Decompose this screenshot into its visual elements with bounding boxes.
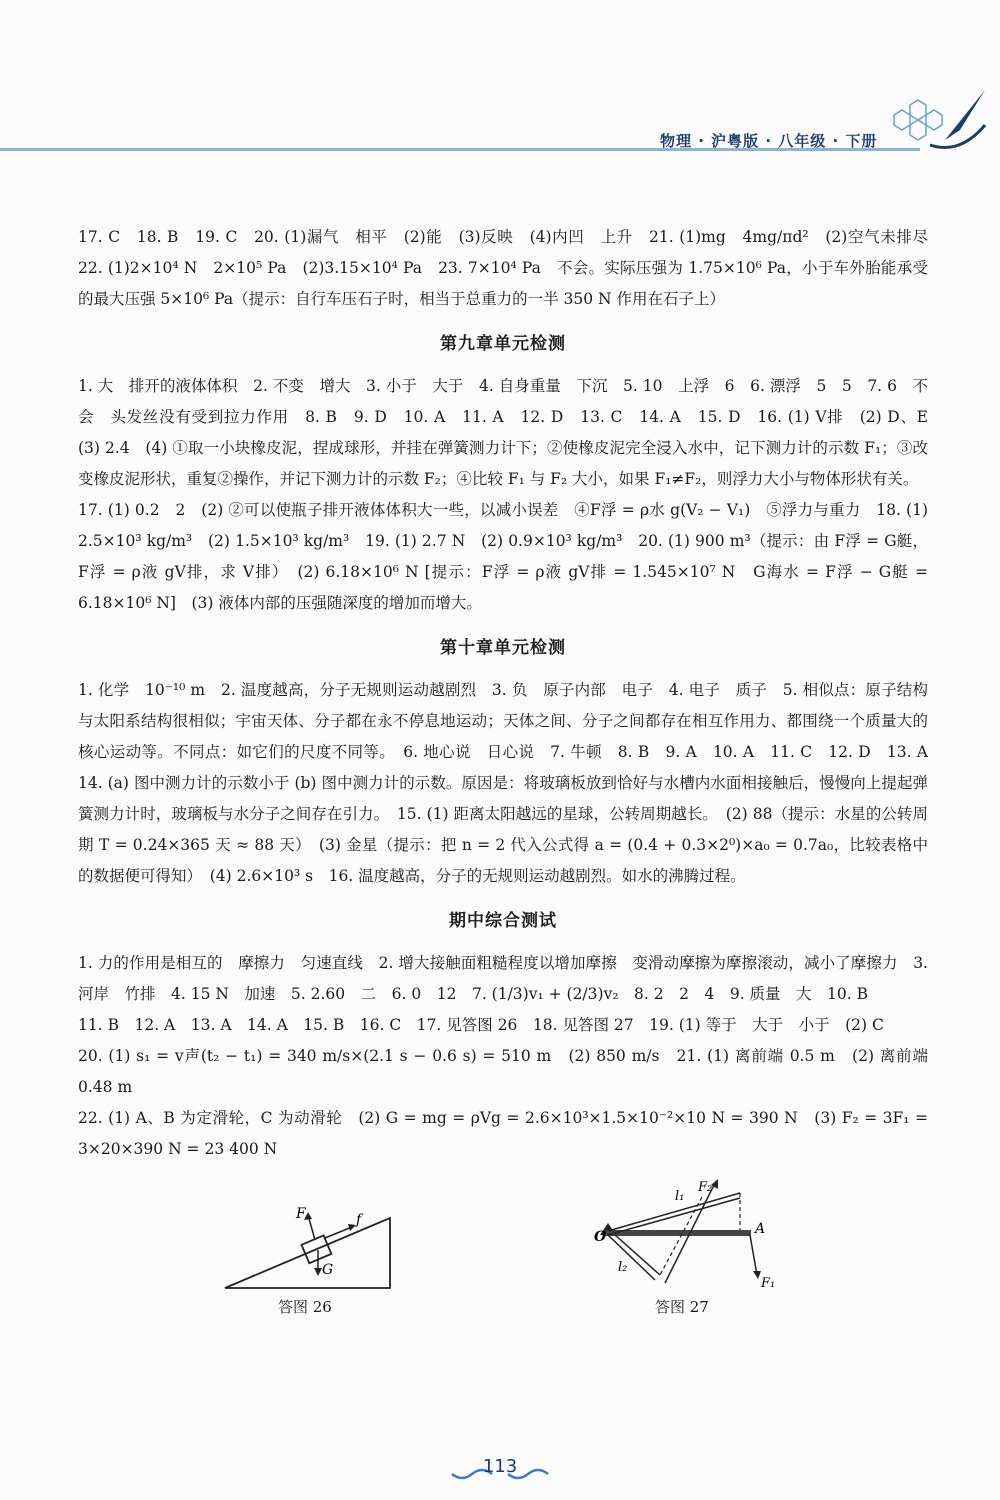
page-number-badge xyxy=(450,1448,550,1488)
section9-title: 第九章单元检测 xyxy=(440,334,566,354)
midterm-paragraph: 20. (1) s₁ = v声(t₂ − t₁) = 340 m/s×(2.1 s − 0.6 s) = 510 m (2) 850 m/s 21. (1) 离前端 0.5 m (2) 离前端 0.48 m xyxy=(78,1047,928,1096)
answer-content xyxy=(78,222,944,1165)
book-title: 物理 · 沪粤版 · 八年级 · 下册 xyxy=(660,132,878,150)
section9-paragraph: 17. (1) 0.2 2 (2) ②可以使瓶子排开液体体积大一些，以减小误差 ④F浮 = ρ水 g(V₂ − V₁) ⑤浮力与重力 18. (1) 2.5×10³ kg/m³ (2) 1.5×10³ kg/m³ 19. (1) 2.7 N (2) 0.9×10³ kg/m³ 20. (1) 900 m³（提示：由 F浮 = G艇，F浮 = ρ液 gV排，求 V排） (2) 6.18×10⁶ N [提示：F浮 = ρ液 gV排 = 1.545×10⁷ N G海水 = F浮 − G艇 = 6.18×10⁶ N] (3) 液体内部的压强随深度的增加而增大。 xyxy=(78,501,928,612)
label-A: A xyxy=(755,1221,766,1237)
answers-top: 17. C 18. B 19. C 20. (1)漏气 相平 (2)能 (3)反映 (4)内凹 上升 21. (1)mg 4mg/πd² (2)空气未排尽 22. (1)2×10⁴ N 2×10⁵ Pa (2)3.15×10⁴ Pa 23. 7×10⁴ Pa 不会。实际压强为 1.75×10⁶ Pa，小于车外胎能承受的最大压强 5×10⁶ Pa（提示：自行车压石子时，相当于总重力的一半 350 N 作用在石子上） xyxy=(78,228,944,308)
section10-paragraph: 1. 化学 10⁻¹⁰ m 2. 温度越高，分子无规则运动越剧烈 3. 负 原子内部 电子 4. 电子 质子 5. 相似点：原子结构与太阳系结构很相似；宇宙天体、分子都在永不停息地运动；天体之间、分子之间都存在相互作用力、都围绕一个质量大的核心运动等。不同点：如它们的尺度不同等。 6. 地心说 日心说 7. 牛顿 8. B 9. A 10. A 11. C 12. D 13. A 14. (a) 图中测力计的示数小于 (b) 图中测力计的示数。原因是：将玻璃板放到恰好与水槽内水面相接触后，慢慢向上提起弹簧测力计时，玻璃板与水分子之间存在引力。 15. (1) 距离太阳越远的星球，公转周期越长。 (2) 88（提示：水星的公转周期 T = 0.24×365 天 ≈ 88 天） (3) 金星（提示：把 n = 2 代入公式得 a = (0.4 + 0.3×2⁰)×a₀ = 0.7a₀，比较表格中的数据便可得知） (4) 2.6×10³ s 16. 温度越高，分子的无规则运动越剧烈。如水的沸腾过程。 xyxy=(78,681,944,885)
section9-paragraph: 1. 大 排开的液体体积 2. 不变 增大 3. 小于 大于 4. 自身重量 下沉 5. 10 上浮 6 6. 漂浮 5 5 7. 6 不会 头发丝没有受到拉力作用 8. B 9. D 10. A 11. A 12. D 13. C 14. A 15. D 16. (1) V排 (2) D、E (3) 2.4 (4) ①取一小块橡皮泥，捏成球形，并挂在弹簧测力计下；②使橡皮泥完全浸入水中，记下测力计的示数 F₁；③改变橡皮泥形状，重复②操作，并记下测力计的示数 F₂；④比较 F₁ 与 F₂ 大小，如果 F₁≠F₂，则浮力大小与物体形状有关。 xyxy=(78,377,944,488)
midterm-title: 期中综合测试 xyxy=(449,911,557,931)
hexagon-logo-icon xyxy=(890,85,990,165)
figure-26-caption: 答图 26 xyxy=(278,1298,332,1316)
label-l2: l₂ xyxy=(618,1260,628,1275)
midterm-paragraph: 1. 力的作用是相互的 摩擦力 匀速直线 2. 增大接触面粗糙程度以增加摩擦 变滑动摩擦为摩擦滚动，减小了摩擦力 3. 河岸 竹排 4. 15 N 加速 5. 2.60 二 6. 0 12 7. (1/3)v₁ + (2/3)v₂ 8. 2 2 4 9. 质量 大 10. B xyxy=(78,954,928,1003)
label-F: F xyxy=(296,1206,306,1222)
label-F1: F₁ xyxy=(761,1276,776,1291)
figure-27-caption: 答图 27 xyxy=(655,1298,709,1316)
label-l1: l₁ xyxy=(675,1189,685,1204)
label-O: O xyxy=(594,1229,607,1245)
section10-title: 第十章单元检测 xyxy=(440,638,566,658)
label-F2: F₂ xyxy=(698,1180,713,1195)
label-G: G xyxy=(322,1262,334,1278)
figure-27-lever xyxy=(590,1175,790,1295)
page-number: 113 xyxy=(482,1456,518,1477)
midterm-paragraph: 11. B 12. A 13. A 14. A 15. B 16. C 17. 见答图 26 18. 见答图 27 19. (1) 等于 大于 小于 (2) C xyxy=(78,1016,884,1034)
label-f: f xyxy=(356,1212,362,1228)
figure-26-incline xyxy=(220,1200,420,1295)
midterm-paragraph: 22. (1) A、B 为定滑轮，C 为动滑轮 (2) G = mg = ρVg = 2.6×10³×1.5×10⁻²×10 N = 390 N (3) F₂ = 3F₁ = 3×20×390 N = 23 400 N xyxy=(78,1109,928,1158)
